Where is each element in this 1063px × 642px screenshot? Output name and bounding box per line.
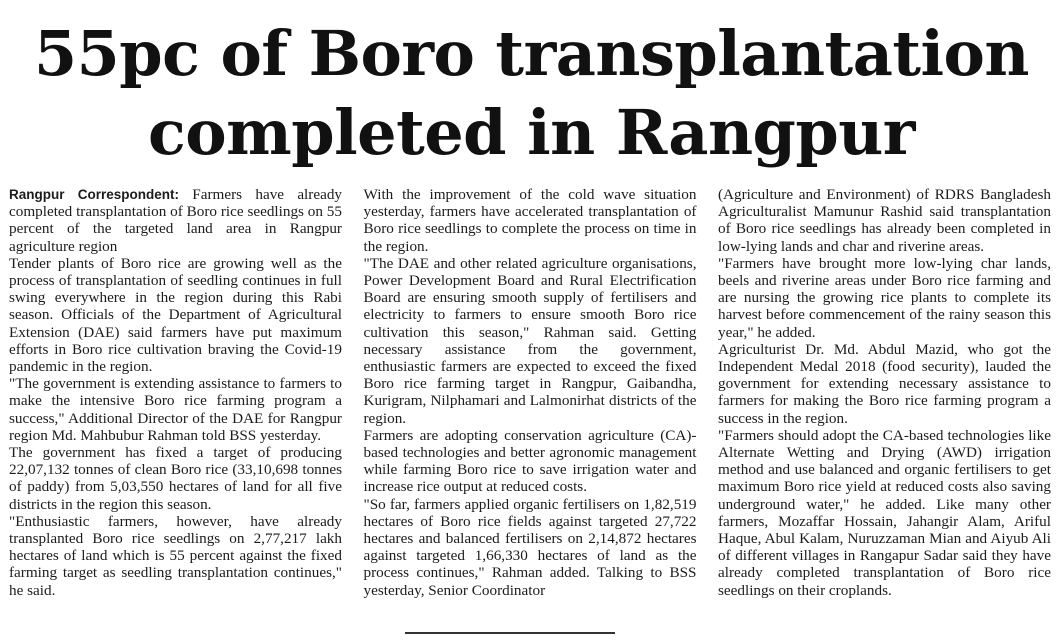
paragraph: "The DAE and other related agriculture organisations, Power Development Board and Rural Electrification Board are ensuring smooth supply of fertilisers and electricity to farmers to ensure smooth Boro rice cultivation this season," Rahman said. Getting necessary assistance from the government, enthusiastic farmers are expected to exceed the fixed Boro rice farming target in Rangpur, Gaibandha, Kurigram, Nilphamari and Lalmonirhat districts of the region.: [363, 254, 697, 427]
paragraph: "So far, farmers applied organic fertilisers on 1,82,519 hectares of Boro rice fields against targeted 27,722 hectares and balanced fertilisers on 2,14,872 hectares against targeted 1,66,330 hectares of land as the process continues," Rahman added. Talking to BSS yesterday, Senior Coordinator: [363, 495, 697, 599]
paragraph: "Farmers should adopt the CA-based technologies like Alternate Wetting and Drying (AWD) irrigation method and use balanced and organic fertilisers to get maximum Boro rice yield at reduced costs also saving underground water," he added. Like many other farmers, Mozaffar Hossain, Jahangir Alam, Ariful Haque, Abul Kalam, Nuruzzaman Mian and Aiyub Ali of different villages in Rangapur Sadar said they have already completed transplantation of Boro rice seedlings on their croplands.: [718, 426, 1051, 599]
paragraph: [9, 186, 342, 255]
article-column-1: [9, 186, 342, 622]
headline: [0, 14, 1063, 172]
headline-line-1: 55pc of Boro transplantation: [34, 17, 1029, 90]
article-body: [9, 186, 1051, 622]
paragraph: Farmers are adopting conservation agriculture (CA)-based technologies and better agronomic management while farming Boro rice to save irrigation water and increase rice output at reduced costs.: [363, 426, 697, 496]
paragraph: (Agriculture and Environment) of RDRS Bangladesh Agriculturalist Mamunur Rashid said transplantation of Boro rice seedlings has already been completed in low-lying lands and char and riverine areas.: [718, 186, 1051, 255]
paragraph: The government has fixed a target of producing 22,07,132 tonnes of clean Boro rice (33,10,698 tonnes of paddy) from 5,03,550 hectares of land for all five districts in the region this season.: [9, 444, 342, 513]
paragraph: "Enthusiastic farmers, however, have already transplanted Boro rice seedlings on 2,77,217 lakh hectares of land which is 55 percent against the fixed farming target as seedling transplantation continues," he said.: [9, 512, 342, 599]
article-column-3: [718, 186, 1051, 622]
headline-line-2: completed in Rangpur: [148, 96, 915, 169]
paragraph: Tender plants of Boro rice are growing well as the process of transplantation of seedling continues in full swing everywhere in the region during this Rabi season. Officials of the Department of Agricultural Extension (DAE) said farmers have put maximum efforts in Boro rice cultivation braving the Covid-19 pandemic in the region.: [9, 254, 342, 376]
paragraph: Agriculturist Dr. Md. Abdul Mazid, who got the Independent Medal 2018 (food security), lauded the government for extending necessary assistance to farmers for making the Boro rice farming program a success in the region.: [718, 340, 1051, 427]
paragraph-text: Farmers have already completed transplantation of Boro rice seedlings on 55 percent of the targeted land area in Rangpur agriculture region: [9, 186, 343, 255]
article-column-2: [364, 186, 697, 622]
paragraph: "Farmers have brought more low-lying char lands, beels and riverine areas under Boro rice farming and are nursing the growing rice plants to complete its harvest before commencement of the rainy season this year," he added.: [718, 254, 1051, 341]
paragraph: "The government is extending assistance to farmers to make the intensive Boro rice farming program a success," Additional Director of the DAE for Rangpur region Md. Mahbubur Rahman told BSS yesterday.: [9, 375, 342, 444]
paragraph: With the improvement of the cold wave situation yesterday, farmers have accelerated transplantation of Boro rice seedlings to complete the process on time in the region.: [363, 186, 697, 255]
section-divider: [405, 632, 615, 634]
byline: Rangpur Correspondent:: [9, 187, 179, 202]
